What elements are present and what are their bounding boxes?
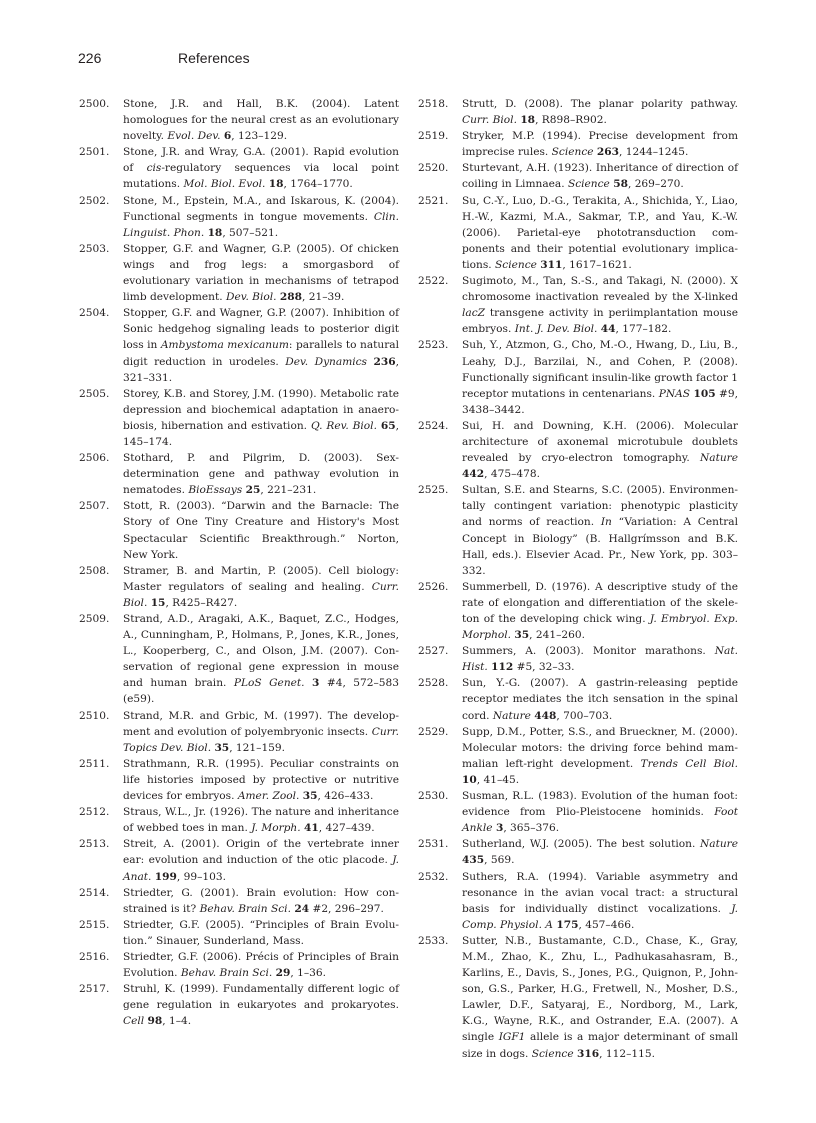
reference-number: 2514. xyxy=(79,886,110,899)
reference-entry xyxy=(79,981,399,1029)
reference-entry xyxy=(418,788,738,836)
reference-text: Strand, A.D., Aragaki, A.K., Baquet, Z.C., Hodges, A., Cunningham, P., Holmans, P., Jones, K.R., Jones, L., Kooperberg, C., and Olson, J.M. (2007). Conservation of regional gene expression in mouse and human brain. PLoS Genet. 3 #4, 572–583 (e59). xyxy=(123,613,399,706)
reference-entry xyxy=(418,160,738,192)
reference-number: 2520. xyxy=(418,162,449,175)
reference-number: 2524. xyxy=(418,419,449,432)
reference-number: 2518. xyxy=(418,98,449,110)
reference-entry xyxy=(418,836,738,868)
reference-entry xyxy=(79,241,399,305)
reference-entry xyxy=(418,643,738,675)
reference-text: Straus, W.L., Jr. (1926). The nature and inheritance of webbed toes in man. J. Morph. 41, 427–439. xyxy=(123,806,399,835)
reference-number: 2526. xyxy=(418,580,449,593)
reference-number: 2525. xyxy=(418,484,449,497)
reference-text: Strand, M.R. and Grbic, M. (1997). The development and evolution of polyembryonic insects. Curr. Topics Dev. Biol. 35, 121–159. xyxy=(123,709,399,754)
reference-text: Sugimoto, M., Tan, S.-S., and Takagi, N. (2000). X chromosome inactivation revealed by the X-linked lacZ transgene activity in periimplantation mouse embryos. Int. J. Dev. Biol. 44, 177–182. xyxy=(462,275,738,336)
reference-entry xyxy=(79,498,399,562)
reference-text: Su, C.-Y., Luo, D.-G., Terakita, A., Shichida, Y., Liao, H.-W., Kazmi, M.A., Sakmar, T.P., and Yau, K.-W. (2006). Parietal-eye phototransduction components and their potential evolutionary implications. Science 311, 1617–1621. xyxy=(462,194,738,271)
reference-entry xyxy=(418,869,738,933)
reference-text: Susman, R.L. (1983). Evolution of the human foot: evidence from Plio-Pleistocene hominids. Foot Ankle 3, 365–376. xyxy=(462,790,738,835)
reference-entry xyxy=(79,917,399,949)
reference-number: 2531. xyxy=(418,838,449,851)
reference-entry xyxy=(79,305,399,385)
reference-number: 2527. xyxy=(418,645,449,658)
reference-column-right xyxy=(418,96,738,1062)
reference-text: Suthers, R.A. (1994). Variable asymmetry and resonance in the avian vocal tract: a structural basis for individually distinct vocalizations. J. Comp. Physiol. A 175, 457–466. xyxy=(462,870,738,931)
reference-entry xyxy=(418,418,738,482)
reference-entry xyxy=(418,193,738,273)
reference-number: 2501. xyxy=(79,146,110,159)
reference-number: 2530. xyxy=(418,790,449,803)
reference-text: Stothard, P. and Pilgrim, D. (2003). Sex-determination gene and pathway evolution in nematodes. BioEssays 25, 221–231. xyxy=(123,452,399,497)
reference-text: Sultan, S.E. and Stearns, S.C. (2005). Environmentally contingent variation: phenotypic plasticity and norms of reaction. In “Variation: A Central Concept in Biology” (B. Hallgrímsson and B.K. Hall, eds.). Elsevier Acad. Pr., New York, pp. 303–332. xyxy=(462,484,738,577)
reference-number: 2515. xyxy=(79,918,110,931)
reference-entry xyxy=(79,804,399,836)
reference-number: 2505. xyxy=(79,387,110,400)
reference-entry xyxy=(79,756,399,804)
reference-text: Summers, A. (2003). Monitor marathons. Nat. Hist. 112 #5, 32–33. xyxy=(462,645,738,674)
reference-entry xyxy=(79,563,399,611)
reference-number: 2529. xyxy=(418,725,449,738)
reference-number: 2503. xyxy=(79,242,110,255)
reference-text: Summerbell, D. (1976). A descriptive study of the rate of elongation and differentiation of the skeleton of the developing chick wing. J. Embryol. Exp. Morphol. 35, 241–260. xyxy=(462,580,738,642)
reference-number: 2506. xyxy=(79,452,110,465)
reference-entry xyxy=(79,708,399,756)
reference-column-left xyxy=(79,96,399,1029)
reference-entry xyxy=(418,96,738,128)
reference-text: Striedter, G. (2001). Brain evolution: How constrained is it? Behav. Brain Sci. 24 #2, 296–297. xyxy=(123,886,399,915)
reference-text: Sutter, N.B., Bustamante, C.D., Chase, K., Gray, M.M., Zhao, K., Zhu, L., Padhukasahasram, B., Karlins, E., Davis, S., Jones, P.G., Quignon, P., Johnson, G.S., Parker, H.G., Fretwell, N., Mosher, D.S., Lawler, D.F., Satyaraj, E., Nordborg, M., Lark, K.G., Wayne, R.K., and Ostrander, E.A. (2007). A single IGF1 allele is a major determinant of small size in dogs. Science 316, 112–115. xyxy=(462,934,738,1060)
reference-number: 2517. xyxy=(79,983,110,996)
reference-entry xyxy=(418,337,738,417)
reference-number: 2523. xyxy=(418,339,449,352)
reference-text: Sun, Y.-G. (2007). A gastrin-releasing peptide receptor mediates the itch sensation in the spinal cord. Nature 448, 700–703. xyxy=(462,677,738,722)
reference-number: 2516. xyxy=(79,950,110,963)
reference-text: Stott, R. (2003). “Darwin and the Barnacle: The Story of One Tiny Creature and History's Most Spectacular Scientific Breakthrough.” Norton, New York. xyxy=(123,500,399,561)
reference-entry xyxy=(79,949,399,981)
reference-text: Stramer, B. and Martin, P. (2005). Cell biology: Master regulators of sealing and healing. Curr. Biol. 15, R425–R427. xyxy=(123,564,399,609)
running-head-title: References xyxy=(178,50,250,66)
reference-number: 2510. xyxy=(79,709,110,722)
reference-text: Striedter, G.F. (2006). Précis of Principles of Brain Evolution. Behav. Brain Sci. 29, 1–36. xyxy=(123,950,399,980)
reference-entry xyxy=(79,611,399,708)
reference-text: Stone, M., Epstein, M.A., and Iskarous, K. (2004). Functional segments in tongue movements. Clin. Linguist. Phon. 18, 507–521. xyxy=(123,194,399,239)
reference-text: Strutt, D. (2008). The planar polarity pathway. Curr. Biol. 18, R898–R902. xyxy=(462,98,738,127)
reference-entry xyxy=(79,193,399,241)
reference-text: Stone, J.R. and Hall, B.K. (2004). Latent homologues for the neural crest as an evolutionary novelty. Evol. Dev. 6, 123–129. xyxy=(123,98,399,143)
reference-text: Sutherland, W.J. (2005). The best solution. Nature 435, 569. xyxy=(462,838,738,867)
reference-entry xyxy=(418,724,738,788)
reference-number: 2512. xyxy=(79,806,110,819)
reference-text: Struhl, K. (1999). Fundamentally different logic of gene regulation in eukaryotes and prokaryotes. Cell 98, 1–4. xyxy=(123,983,399,1028)
reference-number: 2507. xyxy=(79,500,110,513)
reference-text: Streit, A. (2001). Origin of the vertebrate inner ear: evolution and induction of the otic placode. J. Anat. 199, 99–103. xyxy=(123,838,399,883)
reference-text: Sui, H. and Downing, K.H. (2006). Molecular architecture of axonemal microtubule doublets revealed by cryo-electron tomography. Nature 442, 475–478. xyxy=(462,419,738,481)
reference-entry xyxy=(79,386,399,450)
reference-entry xyxy=(418,579,738,643)
reference-entry xyxy=(79,144,399,192)
reference-entry xyxy=(418,128,738,160)
reference-text: Suh, Y., Atzmon, G., Cho, M.-O., Hwang, D., Liu, B., Leahy, D.J., Barzilai, N., and Cohen, P. (2008). Functionally significant insulin-like growth factor 1 receptor mutations in centenarians. PNAS 105 #9, 3438–3442. xyxy=(462,339,738,416)
reference-number: 2504. xyxy=(79,307,110,320)
reference-text: Storey, K.B. and Storey, J.M. (1990). Metabolic rate depression and biochemical adaptation in anaerobiosis, hibernation and estivation. Q. Rev. Biol. 65, 145–174. xyxy=(123,387,399,448)
reference-number: 2511. xyxy=(79,757,110,770)
reference-text: Stone, J.R. and Wray, G.A. (2001). Rapid evolution of cis-regulatory sequences via local point mutations. Mol. Biol. Evol. 18, 1764–1770. xyxy=(123,146,400,191)
reference-entry xyxy=(79,96,399,144)
reference-number: 2522. xyxy=(418,275,449,288)
reference-entry xyxy=(79,450,399,498)
reference-entry xyxy=(79,885,399,917)
reference-text: Stopper, G.F. and Wagner, G.P. (2007). Inhibition of Sonic hedgehog signaling leads to posterior digit loss in Ambystoma mexicanum: parallels to natural digit reduction in urodeles. Dev. Dynamics 236, 321–331. xyxy=(123,307,399,384)
reference-number: 2502. xyxy=(79,194,110,207)
reference-entry xyxy=(79,836,399,884)
reference-entry xyxy=(418,273,738,337)
page-number: 226 xyxy=(78,50,102,66)
reference-text: Stopper, G.F. and Wagner, G.P. (2005). Of chicken wings and frog legs: a smorgasbord of evolutionary variation in mechanisms of tetrapod limb development. Dev. Biol. 288, 21–39. xyxy=(123,242,399,304)
reference-number: 2509. xyxy=(79,613,110,625)
reference-number: 2519. xyxy=(418,130,449,143)
reference-number: 2508. xyxy=(79,564,110,577)
reference-text: Sturtevant, A.H. (1923). Inheritance of direction of coiling in Limnaea. Science 58, 269–270. xyxy=(462,162,738,191)
reference-text: Stryker, M.P. (1994). Precise development from imprecise rules. Science 263, 1244–1245. xyxy=(462,130,738,159)
reference-number: 2532. xyxy=(418,870,449,883)
reference-text: Supp, D.M., Potter, S.S., and Brueckner, M. (2000). Molecular motors: the driving force behind mammalian left-right development. Trends Cell Biol. 10, 41–45. xyxy=(462,725,738,786)
reference-number: 2528. xyxy=(418,677,449,690)
reference-number: 2533. xyxy=(418,934,449,947)
reference-entry xyxy=(418,933,738,1062)
reference-number: 2513. xyxy=(79,838,110,851)
reference-entry xyxy=(418,675,738,723)
reference-number: 2500. xyxy=(79,98,110,110)
reference-number: 2521. xyxy=(418,194,449,207)
reference-text: Striedter, G.F. (2005). “Principles of Brain Evolution.” Sinauer, Sunderland, Mass. xyxy=(123,918,399,947)
reference-text: Strathmann, R.R. (1995). Peculiar constraints on life histories imposed by protective or nutritive devices for embryos. Amer. Zool. 35, 426–433. xyxy=(123,757,399,803)
page-header xyxy=(78,50,738,68)
reference-entry xyxy=(418,482,738,579)
